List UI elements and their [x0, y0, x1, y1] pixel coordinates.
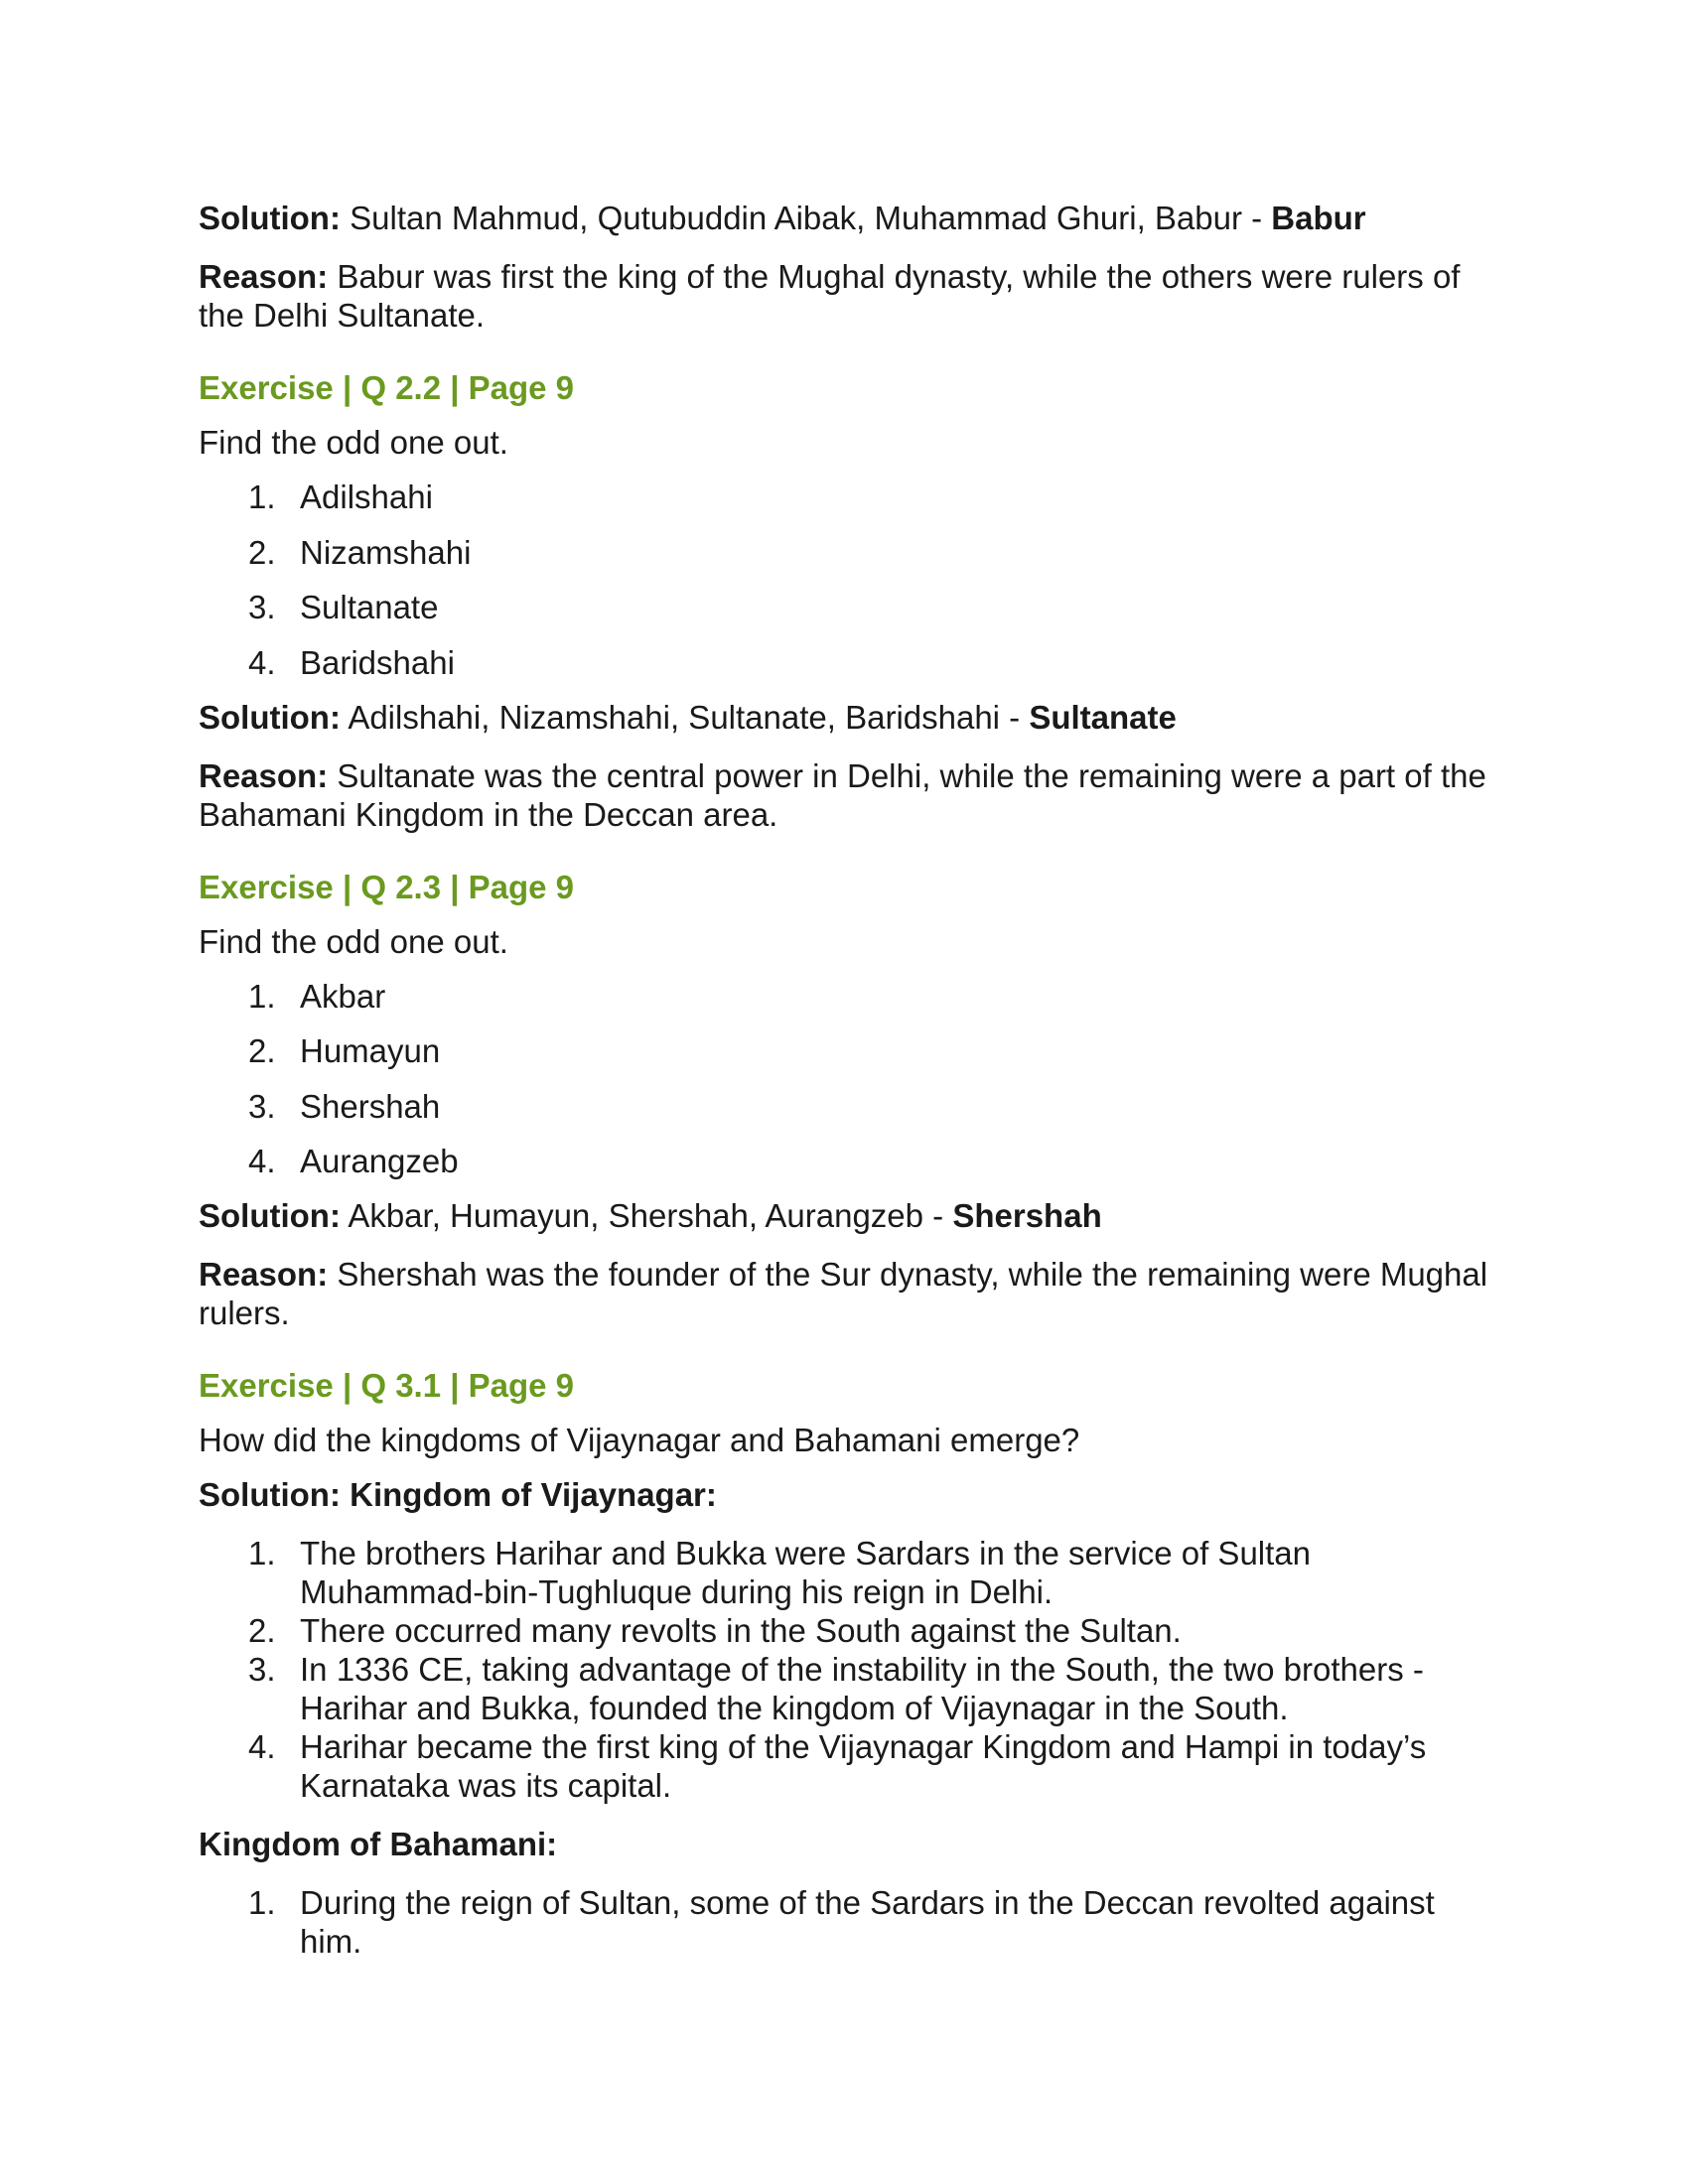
exercise-heading: Exercise | Q 2.2 | Page 9 [199, 369, 575, 406]
list-number: 4. [248, 643, 276, 681]
list-text: Akbar [300, 977, 386, 1015]
list-text: Harihar became the first king of the Vijaynagar Kingdom and Hampi in today’s Karnataka was its capital. [300, 1728, 1427, 1804]
list-item [199, 1611, 1499, 1650]
bahamani-heading: Kingdom of Bahamani: [199, 1826, 558, 1862]
solution-answer: Babur [1271, 200, 1366, 236]
bahamani-points-list [199, 1883, 1499, 1961]
reason-paragraph [199, 257, 1499, 335]
list-text: Shershah [300, 1087, 441, 1125]
list-number: 1. [248, 1535, 276, 1571]
solution-heading: Solution: Kingdom of Vijaynagar: [199, 1476, 717, 1513]
list-number: 3. [248, 589, 276, 625]
list-text: Aurangzeb [300, 1143, 459, 1179]
reason-label: Reason: [199, 756, 329, 794]
options-list [199, 478, 1499, 682]
solution-text: Adilshahi, Nizamshahi, Sultanate, Baridshahi - [340, 698, 1030, 736]
reason-paragraph [199, 1255, 1499, 1332]
list-item [199, 977, 1499, 1016]
solution-paragraph [199, 199, 1499, 237]
reason-text: Shershah was the founder of the Sur dynasty, while the remaining were Mughal rulers. [199, 1256, 1488, 1331]
list-text: In 1336 CE, taking advantage of the instability in the South, the two brothers - Harihar and Bukka, founded the kingdom of Vijaynagar in the South. [300, 1651, 1424, 1726]
reason-paragraph [199, 756, 1499, 834]
list-text: Sultanate [300, 589, 439, 625]
solution-paragraph [199, 698, 1499, 737]
list-item [199, 588, 1499, 626]
list-item [199, 1727, 1499, 1805]
list-number: 2. [248, 533, 276, 571]
list-number: 4. [248, 1728, 276, 1765]
list-text: Nizamshahi [300, 533, 472, 571]
vijaynagar-points-list [199, 1534, 1499, 1805]
list-item [199, 1883, 1499, 1961]
exercise-heading: Exercise | Q 2.3 | Page 9 [199, 868, 575, 905]
list-item [199, 1031, 1499, 1070]
solution-label: Solution: [199, 200, 341, 236]
list-item [199, 1534, 1499, 1611]
list-text: Baridshahi [300, 643, 455, 681]
list-text: There occurred many revolts in the South against the Sultan. [300, 1612, 1182, 1649]
list-number: 4. [248, 1143, 276, 1179]
list-item [199, 643, 1499, 682]
list-number: 1. [248, 478, 276, 515]
question-text: Find the odd one out. [199, 424, 508, 461]
list-text: The brothers Harihar and Bukka were Sardars in the service of Sultan Muhammad-bin-Tughluque during his reign in Delhi. [300, 1535, 1312, 1610]
list-number: 1. [248, 977, 276, 1015]
list-number: 3. [248, 1651, 276, 1688]
solution-label: Solution: [199, 698, 341, 736]
list-item [199, 1142, 1499, 1180]
solution-text: Akbar, Humayun, Shershah, Aurangzeb - [340, 1197, 953, 1234]
solution-answer: Shershah [952, 1197, 1102, 1234]
list-number: 2. [248, 1612, 276, 1649]
options-list [199, 977, 1499, 1181]
question-text: How did the kingdoms of Vijaynagar and Bahamani emerge? [199, 1422, 1080, 1458]
question-text: Find the odd one out. [199, 922, 508, 960]
list-item [199, 533, 1499, 572]
list-text: Adilshahi [300, 478, 433, 515]
list-item [199, 1087, 1499, 1126]
list-item [199, 1650, 1499, 1727]
list-item [199, 478, 1499, 516]
reason-label: Reason: [199, 258, 329, 295]
solution-paragraph [199, 1196, 1499, 1235]
solution-label: Solution: [199, 1197, 341, 1234]
list-text: During the reign of Sultan, some of the Sardars in the Deccan revolted against him. [300, 1884, 1435, 1960]
list-number: 3. [248, 1087, 276, 1125]
solution-answer: Sultanate [1029, 698, 1177, 736]
solution-text: Sultan Mahmud, Qutubuddin Aibak, Muhammad Ghuri, Babur - [340, 200, 1272, 236]
list-number: 1. [248, 1884, 276, 1921]
reason-label: Reason: [199, 1256, 329, 1293]
document-page [199, 199, 1499, 1980]
list-text: Humayun [300, 1032, 441, 1069]
list-number: 2. [248, 1032, 276, 1069]
reason-text: Sultanate was the central power in Delhi, while the remaining were a part of the Bahamani Kingdom in the Deccan area. [199, 756, 1486, 833]
reason-text: Babur was first the king of the Mughal dynasty, while the others were rulers of the Delhi Sultanate. [199, 258, 1461, 334]
exercise-heading: Exercise | Q 3.1 | Page 9 [199, 1367, 575, 1404]
